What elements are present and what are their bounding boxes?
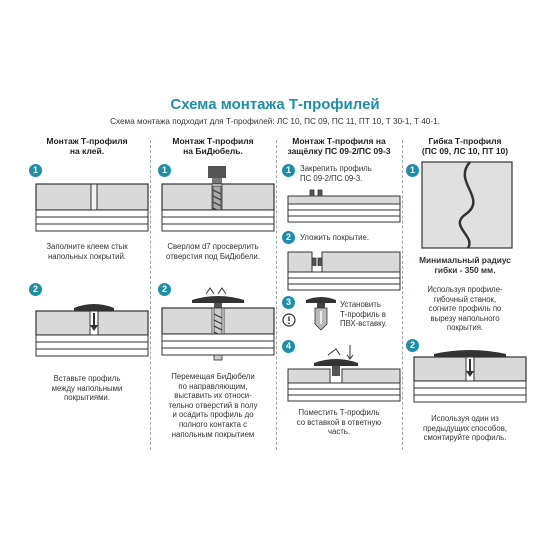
page-title: Схема монтажа Т-профилей	[170, 96, 380, 113]
step-number: 2	[282, 231, 295, 244]
step-text: Закрепить профиль ПС 09-2/ПС 09-3.	[300, 164, 372, 183]
step-text: Сверлом d7 просверлить отверстия под БиДюбели.	[166, 242, 260, 261]
column-divider	[276, 140, 277, 450]
step-number: 2	[406, 339, 419, 352]
bending-curve-illustration	[422, 162, 512, 250]
column-divider	[150, 140, 151, 450]
column-divider	[402, 140, 403, 450]
step-text: Вставьте профиль между напольными покрытиями.	[51, 374, 123, 403]
step-number: 1	[406, 164, 419, 177]
snap-assembly-illustration	[288, 341, 400, 401]
glue-joint-illustration	[36, 182, 148, 232]
column-heading: Монтаж Т-профиля на клей.	[46, 136, 128, 156]
column-glue	[26, 136, 148, 456]
t-profile-insert-illustration	[36, 296, 148, 356]
column-snap	[278, 136, 400, 456]
column-bidowel	[152, 136, 274, 456]
bend-radius-text: Используя профиле- гибочный станок, согните профиль по вырезу напольного покрытия.	[427, 285, 503, 333]
column-heading: Гибка Т-профиля (ПС 09, ЛС 10, ПТ 10)	[421, 136, 509, 156]
bend-radius-title: Минимальный радиус гибки - 350 мм.	[419, 255, 511, 275]
column-heading: Монтаж Т-профиля на защёлку ПС 09-2/ПС 09-3	[287, 136, 391, 156]
step-text: Используя один из предыдущих способов, смонтируйте профиль.	[422, 414, 508, 443]
step-number: 1	[29, 164, 42, 177]
snap-base-illustration	[288, 188, 400, 224]
step-number: 1	[282, 164, 295, 177]
step-text: Заполните клеем стык напольных покрытий.	[46, 242, 128, 261]
warning-icon	[282, 313, 296, 327]
step-text: Поместить Т-профиль со вставкой в ответную часть.	[296, 408, 382, 437]
t-profile-pvc-insert-illustration	[304, 294, 338, 332]
column-bending	[404, 136, 526, 456]
step-text: Уложить покрытие.	[300, 233, 370, 242]
drill-illustration	[162, 166, 274, 236]
step-number: 1	[158, 164, 171, 177]
step-text: Установить Т-профиль в ПВХ-вставку.	[340, 300, 387, 329]
bidowel-illustration	[162, 284, 274, 364]
step-number: 2	[29, 283, 42, 296]
step-text: Перемещая БиДюбели по направляющим, выставить их относи- тельно отверстий в полу и осадить профиль до полного контакта с напольным покрытием	[168, 372, 258, 439]
page-subtitle: Схема монтажа подходит для Т-профилей: ЛС 10, ПС 09, ПС 11, ПТ 10, Т 30-1, Т 40-1.	[110, 117, 440, 126]
step-number: 3	[282, 296, 295, 309]
step-number: 2	[158, 283, 171, 296]
column-heading: Монтаж Т-профиля на БиДюбель.	[172, 136, 254, 156]
t-profile-insert-illustration	[414, 342, 526, 404]
step-number: 4	[282, 340, 295, 353]
covering-laid-illustration	[288, 248, 400, 290]
